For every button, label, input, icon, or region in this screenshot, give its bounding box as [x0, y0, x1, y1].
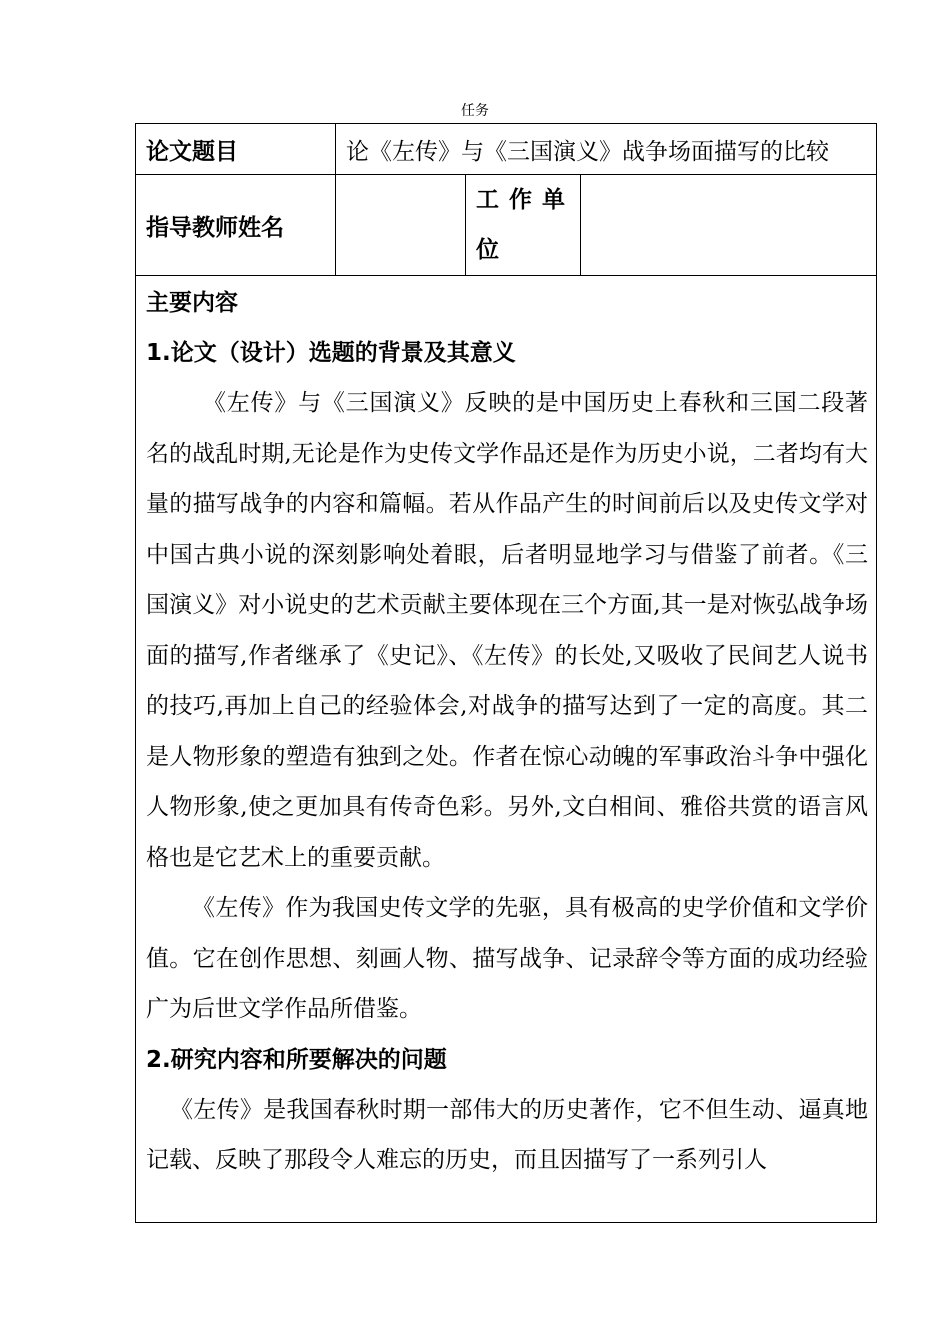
advisor-name-label: 指导教师姓名 [136, 175, 336, 276]
advisor-row [136, 175, 877, 276]
section2-heading: 2.研究内容和所要解决的问题 [146, 1046, 447, 1073]
section1-paragraph-2: 《左传》作为我国史传文学的先驱，具有极高的史学价值和文学价值。它在创作思想、刻画人物、描写战争、记录辞令等方面的成功经验广为后世文学作品所借鉴。 [146, 895, 869, 1022]
main-content-cell [136, 276, 877, 1223]
thesis-title-row [136, 124, 877, 175]
page-header: 任务 [461, 103, 489, 119]
work-unit-label: 工作单位 [466, 175, 581, 276]
main-content-heading: 主要内容 [146, 290, 238, 316]
work-unit-value [581, 175, 877, 276]
advisor-name-value [336, 175, 466, 276]
section1-paragraph-1: 《左传》与《三国演义》反映的是中国历史上春秋和三国二段著名的战乱时期,无论是作为史传文学作品还是作为历史小说，二者均有大量的描写战争的内容和篇幅。若从作品产生的时间前后以及史传文学对中国古典小说的深刻影响处着眼，后者明显地学习与借鉴了前者。《三国演义》对小说史的艺术贡献主要体现在三个方面,其一是对恢弘战争场面的描写,作者继承了《史记》、《左传》的长处,又吸收了民间艺人说书的技巧,再加上自己的经验体会,对战争的描写达到了一定的高度。其二是人物形象的塑造有独到之处。作者在惊心动魄的军事政治斗争中强化人物形象,使之更加具有传奇色彩。另外,文白相间、雅俗共赏的语言风格也是它艺术上的重要贡献。 [146, 390, 869, 871]
thesis-title-label: 论文题目 [136, 124, 336, 175]
section1-heading: 1.论文（设计）选题的背景及其意义 [146, 340, 516, 366]
thesis-title-value: 论《左传》与《三国演义》战争场面描写的比较 [336, 124, 877, 175]
content-row [136, 276, 877, 1223]
task-table [135, 123, 877, 1223]
section2-paragraph-1: 《左传》是我国春秋时期一部伟大的历史著作，它不但生动、逼真地记载、反映了那段令人难忘的历史，而且因描写了一系列引人 [146, 1096, 869, 1173]
